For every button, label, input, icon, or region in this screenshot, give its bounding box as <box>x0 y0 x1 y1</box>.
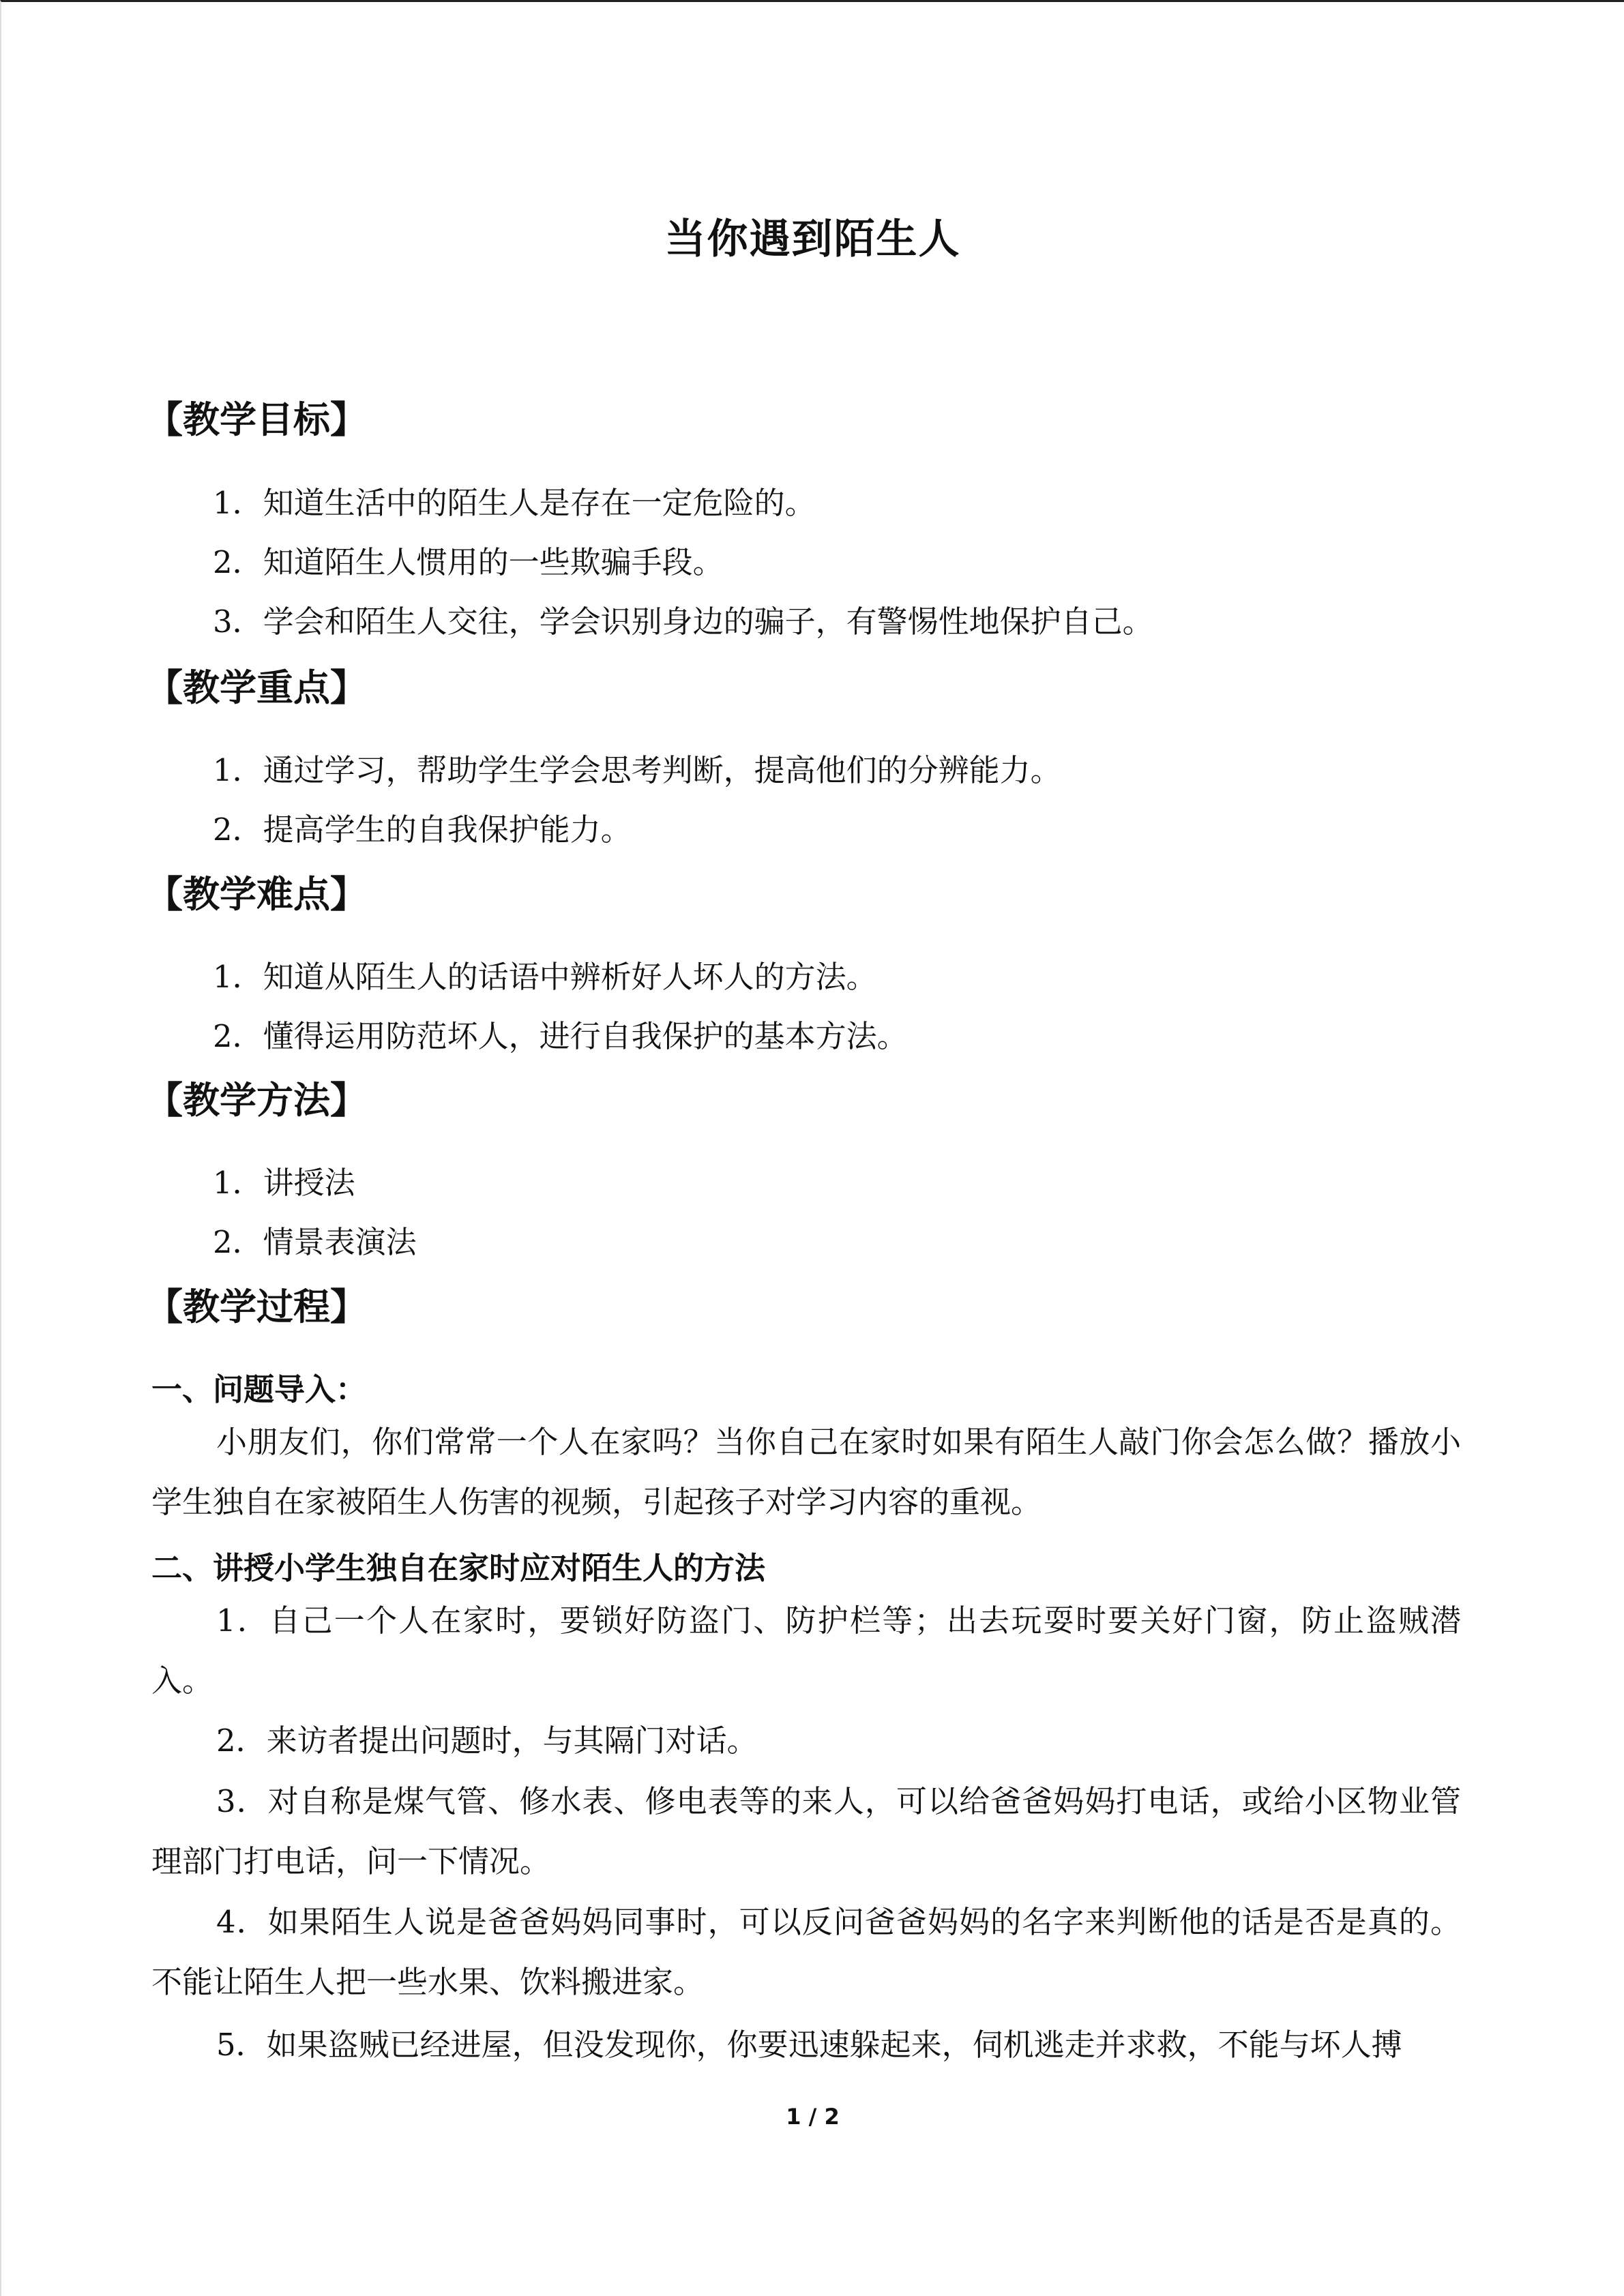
process-step: 4．如果陌生人说是爸爸妈妈同事时，可以反问爸爸妈妈的名字来判断他的话是否是真的。不能让陌生人把一些水果、饮料搬进家。 <box>151 1904 1461 2000</box>
goal-item: 3．学会和陌生人交往，学会识别身边的骗子，有警惕性地保护自己。 <box>213 603 1153 640</box>
heading-difficulties: 【教学难点】 <box>146 872 367 916</box>
heading-methods: 【教学方法】 <box>146 1078 367 1122</box>
process-step: 5．如果盗贼已经进屋，但没发现你，你要迅速躲起来，伺机逃走并求救，不能与坏人搏 <box>216 2027 1402 2063</box>
page-number: 1 / 2 <box>786 2104 840 2130</box>
process-part2-title: 二、讲授小学生独自在家时应对陌生人的方法 <box>151 1550 766 1586</box>
process-part1-paragraph: 小朋友们，你们常常一个人在家吗？当你自己在家时如果有陌生人敲门你会怎么做？播放小学生独自在家被陌生人伤害的视频，引起孩子对学习内容的重视。 <box>151 1424 1461 1520</box>
heading-key-points: 【教学重点】 <box>146 666 367 709</box>
process-step: 1．自己一个人在家时，要锁好防盗门、防护栏等；出去玩耍时要关好门窗，防止盗贼潜入。 <box>151 1602 1461 1699</box>
method-item: 1．讲授法 <box>213 1165 355 1201</box>
key-point-item: 1．通过学习，帮助学生学会思考判断，提高他们的分辨能力。 <box>213 752 1061 788</box>
heading-process: 【教学过程】 <box>146 1285 367 1328</box>
process-step: 2．来访者提出问题时，与其隔门对话。 <box>216 1723 758 1759</box>
method-item: 2．情景表演法 <box>213 1224 417 1260</box>
process-part1-title: 一、问题导入： <box>151 1371 367 1407</box>
heading-teaching-goals: 【教学目标】 <box>146 398 367 441</box>
goal-item: 2．知道陌生人惯用的一些欺骗手段。 <box>213 544 724 580</box>
goal-item: 1．知道生活中的陌生人是存在一定危险的。 <box>213 485 816 521</box>
process-step: 3．对自称是煤气管、修水表、修电表等的来人，可以给爸爸妈妈打电话，或给小区物业管理部门打电话，问一下情况。 <box>151 1783 1461 1879</box>
page-title: 当你遇到陌生人 <box>664 215 961 263</box>
difficulty-item: 2．懂得运用防范坏人，进行自我保护的基本方法。 <box>213 1018 908 1054</box>
difficulty-item: 1．知道从陌生人的话语中辨析好人坏人的方法。 <box>213 959 877 995</box>
key-point-item: 2．提高学生的自我保护能力。 <box>213 811 632 848</box>
